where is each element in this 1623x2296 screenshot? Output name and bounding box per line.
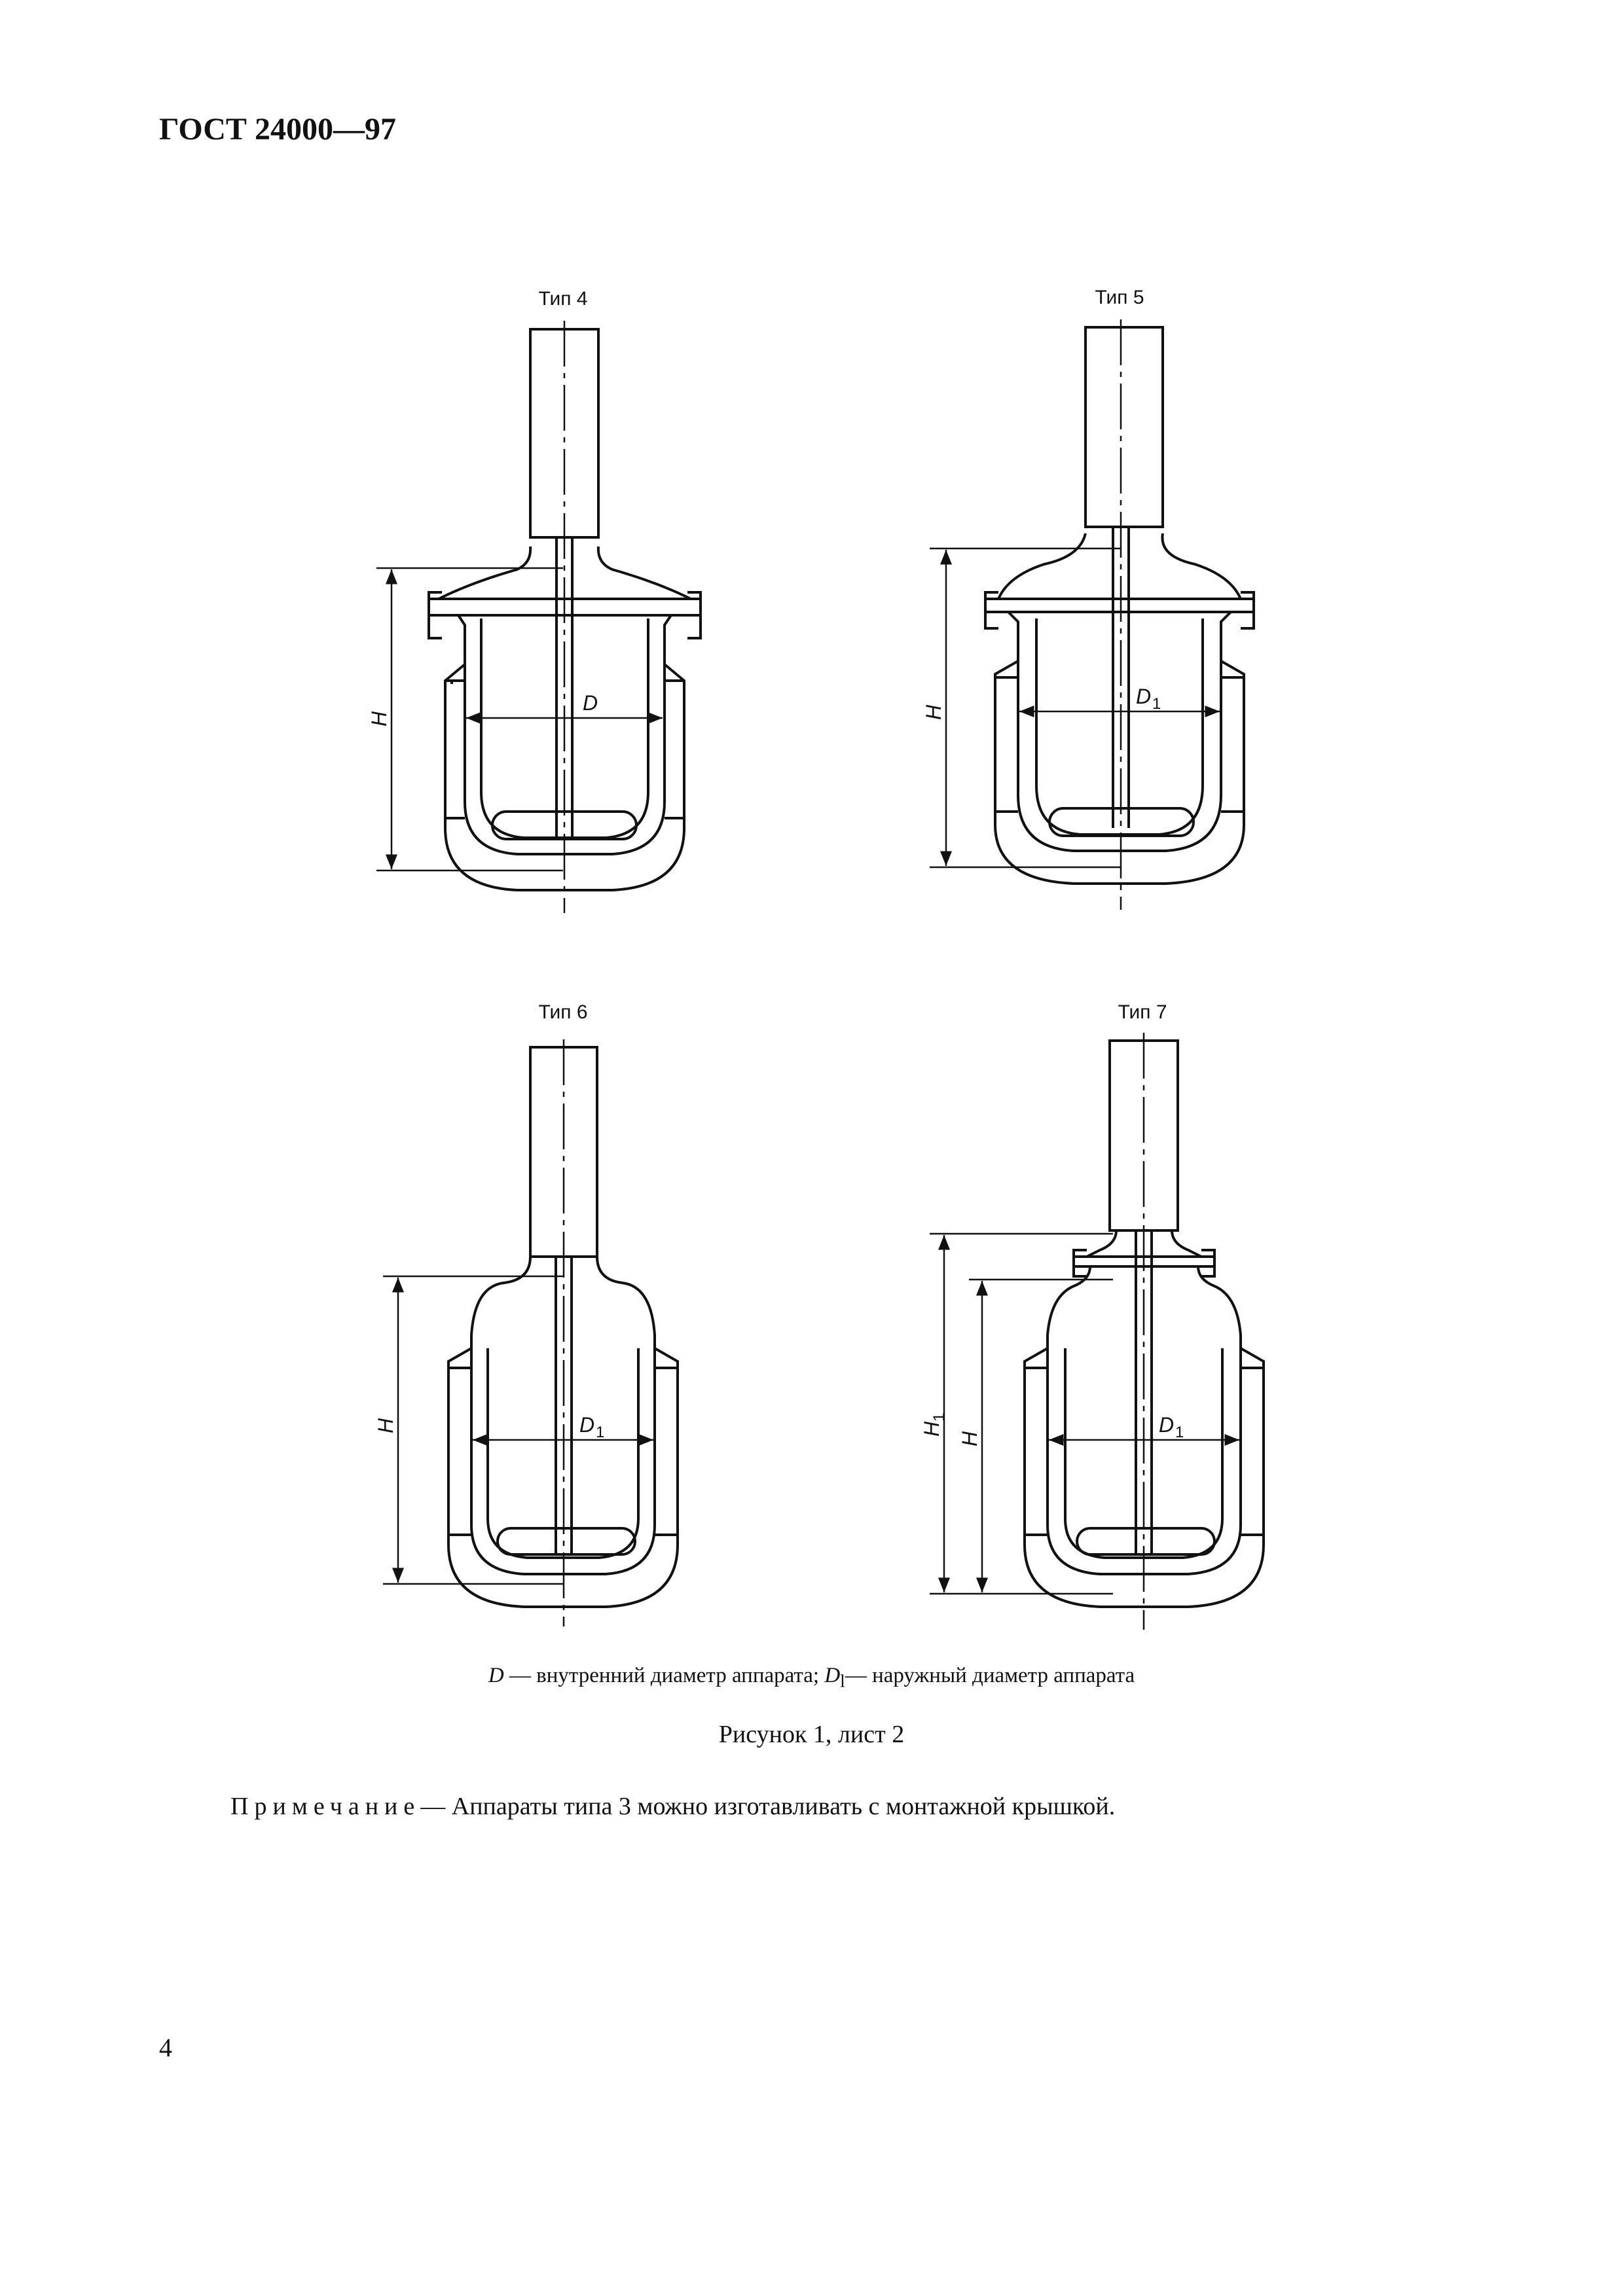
vessel-type-7 (920, 1033, 1264, 1630)
agitator-blade (498, 1528, 635, 1554)
diameter-subscript: 1 (596, 1424, 605, 1441)
diameter-label: D (583, 691, 598, 715)
legend-d1-symbol: D (824, 1664, 841, 1687)
vessel-type-6 (374, 1039, 678, 1626)
height1-label: H (920, 1421, 943, 1437)
figure-type-4-label: Тип 4 (538, 288, 588, 310)
legend-d-symbol: D (488, 1664, 504, 1687)
diameter-label: D (579, 1413, 595, 1437)
diameter-label: D (1136, 685, 1152, 708)
height-label: H (922, 704, 945, 720)
figure-legend (0, 1664, 1623, 1692)
height-label: H (374, 1418, 397, 1433)
diameter-subscript: 1 (1152, 695, 1161, 713)
vessel-type-4 (367, 321, 701, 913)
figure-caption: Рисунок 1, лист 2 (718, 1721, 905, 1748)
legend-d1-subscript: l (840, 1670, 845, 1691)
height-label: H (367, 711, 391, 726)
note-text: — Аппараты типа 3 можно изготавливать с монтажной крышкой. (420, 1793, 1116, 1820)
figure-type-7-label: Тип 7 (1118, 1001, 1167, 1023)
drive-motor-housing (1085, 327, 1163, 527)
vessel-type-5 (922, 319, 1254, 910)
height1-subscript: 1 (930, 1412, 948, 1422)
diameter-label: D (1159, 1413, 1175, 1437)
figure-type-6-label: Тип 6 (538, 1001, 588, 1023)
agitator-blade (1077, 1528, 1214, 1554)
legend-d1-text: — наружный диаметр аппарата (845, 1664, 1135, 1687)
figure-type-5-label: Тип 5 (1095, 287, 1144, 308)
note-label: Примечание (230, 1793, 421, 1820)
diameter-subscript: 1 (1175, 1424, 1184, 1441)
document-header: ГОСТ 24000—97 (159, 112, 396, 147)
height-label: H (958, 1431, 981, 1446)
legend-d-text: — внутренний диаметр аппарата; (503, 1664, 825, 1687)
note (230, 1792, 1115, 1821)
page-number: 4 (159, 2033, 172, 2062)
